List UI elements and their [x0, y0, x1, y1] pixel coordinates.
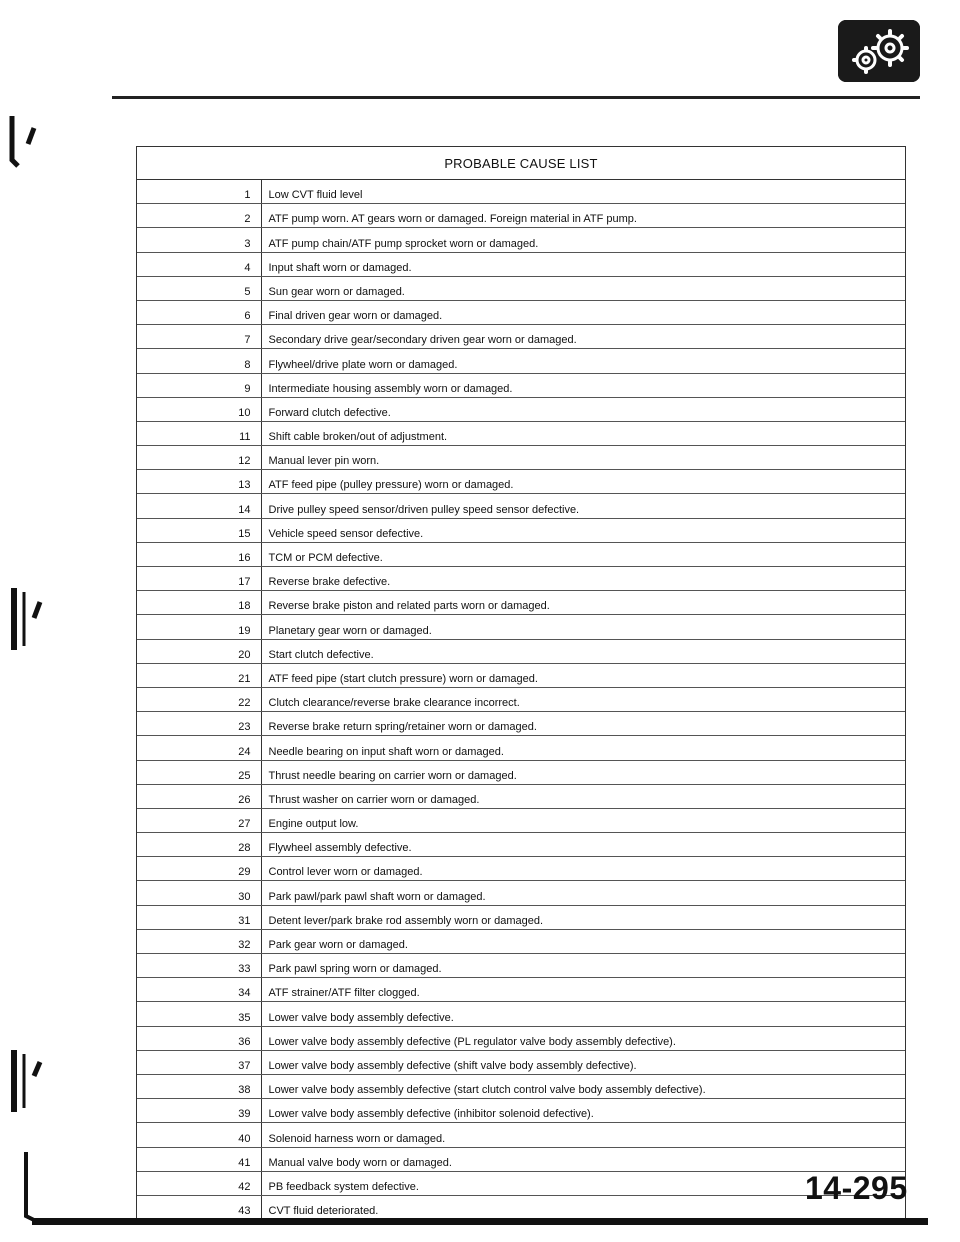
cause-description: Detent lever/park brake rod assembly worn or damaged.: [261, 905, 905, 929]
table-title: PROBABLE CAUSE LIST: [137, 147, 905, 180]
cause-description: ATF feed pipe (pulley pressure) worn or damaged.: [261, 470, 905, 494]
table-row: [137, 421, 905, 445]
cause-description: Drive pulley speed sensor/driven pulley speed sensor defective.: [261, 494, 905, 518]
binder-ring-mark: [4, 108, 48, 178]
cause-description: Sun gear worn or damaged.: [261, 276, 905, 300]
footer-rule: [32, 1218, 928, 1225]
cause-description: Forward clutch defective.: [261, 397, 905, 421]
cause-description: ATF strainer/ATF filter clogged.: [261, 978, 905, 1002]
page-number: 14-295: [805, 1170, 908, 1206]
table-row: [137, 881, 905, 905]
cause-description: Park pawl/park pawl shaft worn or damaged.: [261, 881, 905, 905]
table-row: [137, 978, 905, 1002]
cause-description: Start clutch defective.: [261, 639, 905, 663]
cause-description: Low CVT fluid level: [261, 180, 905, 204]
binder-ring-mark: [4, 584, 48, 654]
cause-number: 26: [137, 784, 261, 808]
table-row: [137, 276, 905, 300]
table-row: [137, 567, 905, 591]
cause-description: Shift cable broken/out of adjustment.: [261, 421, 905, 445]
cause-number: 1: [137, 180, 261, 204]
table-row: [137, 808, 905, 832]
cause-description: Flywheel assembly defective.: [261, 833, 905, 857]
table-row: [137, 349, 905, 373]
cause-number: 8: [137, 349, 261, 373]
cause-number: 6: [137, 300, 261, 324]
table-row: [137, 857, 905, 881]
cause-number: 40: [137, 1123, 261, 1147]
cause-number: 10: [137, 397, 261, 421]
cause-number: 12: [137, 446, 261, 470]
cause-description: Thrust needle bearing on carrier worn or damaged.: [261, 760, 905, 784]
cause-number: 32: [137, 929, 261, 953]
table-row: [137, 736, 905, 760]
cause-number: 15: [137, 518, 261, 542]
table-row: [137, 1123, 905, 1147]
cause-number: 41: [137, 1147, 261, 1171]
cause-description: Control lever worn or damaged.: [261, 857, 905, 881]
table-row: [137, 1026, 905, 1050]
cause-number: 5: [137, 276, 261, 300]
cause-description: Lower valve body assembly defective (shift valve body assembly defective).: [261, 1050, 905, 1074]
table-row: [137, 542, 905, 566]
cause-number: 23: [137, 712, 261, 736]
cause-description: Final driven gear worn or damaged.: [261, 300, 905, 324]
cause-number: 4: [137, 252, 261, 276]
cause-description: Lower valve body assembly defective (start clutch control valve body assembly defective).: [261, 1074, 905, 1098]
cause-number: 42: [137, 1171, 261, 1195]
transmission-gear-icon: [838, 20, 920, 82]
cause-number: 43: [137, 1195, 261, 1219]
cause-number: 7: [137, 325, 261, 349]
table-row: [137, 1074, 905, 1098]
cause-number: 37: [137, 1050, 261, 1074]
table-row: [137, 1050, 905, 1074]
cause-description: ATF feed pipe (start clutch pressure) worn or damaged.: [261, 663, 905, 687]
cause-description: CVT fluid deteriorated.: [268, 1205, 379, 1218]
cause-description: Lower valve body assembly defective (PL regulator valve body assembly defective).: [261, 1026, 905, 1050]
cause-description: Vehicle speed sensor defective.: [261, 518, 905, 542]
cause-number: 22: [137, 687, 261, 711]
cause-description: Manual lever pin worn.: [261, 446, 905, 470]
table-row: [137, 470, 905, 494]
table-row: [137, 1002, 905, 1026]
table-row: [137, 1171, 905, 1195]
table-row: [137, 929, 905, 953]
cause-description: Intermediate housing assembly worn or damaged.: [261, 373, 905, 397]
cause-number: 16: [137, 542, 261, 566]
cause-number: 36: [137, 1026, 261, 1050]
cause-number: 3: [137, 228, 261, 252]
cause-description: PB feedback system defective.: [261, 1171, 905, 1195]
cause-description: Reverse brake piston and related parts worn or damaged.: [261, 591, 905, 615]
cause-description: Solenoid harness worn or damaged.: [261, 1123, 905, 1147]
cause-description: TCM or PCM defective.: [261, 542, 905, 566]
cause-list: [137, 180, 905, 1219]
cause-number: 30: [137, 881, 261, 905]
cause-number: 31: [137, 905, 261, 929]
table-row: [137, 518, 905, 542]
table-row: [137, 1195, 905, 1219]
table-row: [137, 1147, 905, 1171]
cause-description: Needle bearing on input shaft worn or damaged.: [261, 736, 905, 760]
cause-number: 13: [137, 470, 261, 494]
table-row: [137, 760, 905, 784]
table-row: [137, 712, 905, 736]
cause-description: Secondary drive gear/secondary driven gear worn or damaged.: [261, 325, 905, 349]
cause-number: 11: [137, 421, 261, 445]
cause-number: 2: [137, 204, 261, 228]
probable-cause-table: [136, 146, 906, 1220]
cause-number: 21: [137, 663, 261, 687]
cause-number: 20: [137, 639, 261, 663]
cause-description: ATF pump chain/ATF pump sprocket worn or damaged.: [261, 228, 905, 252]
table-row: [137, 204, 905, 228]
cause-number: 19: [137, 615, 261, 639]
table-row: [137, 494, 905, 518]
table-row: [137, 663, 905, 687]
table-row: [137, 784, 905, 808]
cause-description: Park gear worn or damaged.: [261, 929, 905, 953]
table-row: [137, 397, 905, 421]
table-row: [137, 833, 905, 857]
table-row: [137, 446, 905, 470]
cause-description: Engine output low.: [261, 808, 905, 832]
table-row: [137, 905, 905, 929]
table-row: [137, 180, 905, 204]
cause-number: 24: [137, 736, 261, 760]
cause-description: Flywheel/drive plate worn or damaged.: [261, 349, 905, 373]
cause-description: Reverse brake defective.: [261, 567, 905, 591]
table-row: [137, 687, 905, 711]
cause-number: 25: [137, 760, 261, 784]
table-row: [137, 252, 905, 276]
cause-description: Manual valve body worn or damaged.: [261, 1147, 905, 1171]
cause-number: 39: [137, 1099, 261, 1123]
cause-description: Park pawl spring worn or damaged.: [261, 954, 905, 978]
cause-description: Input shaft worn or damaged.: [261, 252, 905, 276]
cause-number: 14: [137, 494, 261, 518]
table-row: [137, 639, 905, 663]
header-rule: [112, 96, 920, 99]
table-row: [137, 228, 905, 252]
cause-number: 38: [137, 1074, 261, 1098]
cause-number: 17: [137, 567, 261, 591]
table-row: [137, 300, 905, 324]
cause-description: Thrust washer on carrier worn or damaged.: [261, 784, 905, 808]
table-row: [137, 591, 905, 615]
cause-number: 18: [137, 591, 261, 615]
cause-description: ATF pump worn. AT gears worn or damaged. Foreign material in ATF pump.: [261, 204, 905, 228]
cause-description: Lower valve body assembly defective.: [261, 1002, 905, 1026]
table-row: [137, 615, 905, 639]
cause-description: Lower valve body assembly defective (inhibitor solenoid defective).: [261, 1099, 905, 1123]
cause-description: Planetary gear worn or damaged.: [261, 615, 905, 639]
cause-number: 28: [137, 833, 261, 857]
binder-ring-mark: [4, 1046, 48, 1116]
cause-description: Clutch clearance/reverse brake clearance incorrect.: [261, 687, 905, 711]
cause-number: 9: [137, 373, 261, 397]
cause-number: 34: [137, 978, 261, 1002]
table-row: [137, 373, 905, 397]
table-row: [137, 954, 905, 978]
cause-number: 35: [137, 1002, 261, 1026]
cause-number: 27: [137, 808, 261, 832]
cause-number: 29: [137, 857, 261, 881]
table-row: [137, 1099, 905, 1123]
table-row: [137, 325, 905, 349]
cause-description: Reverse brake return spring/retainer worn or damaged.: [261, 712, 905, 736]
cause-number: 33: [137, 954, 261, 978]
